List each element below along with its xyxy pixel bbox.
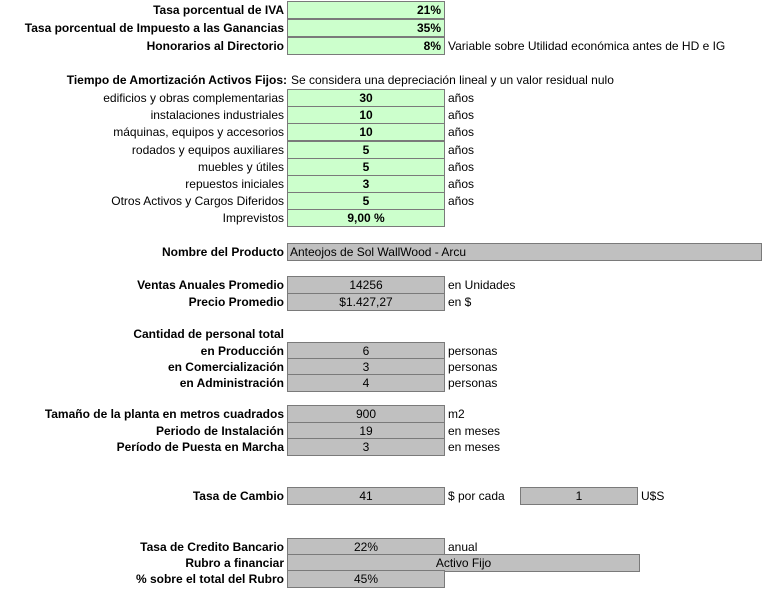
iva-input[interactable]: 21% [287, 1, 445, 19]
amortizacion-title: Tiempo de Amortización Activos Fijos: [66, 73, 287, 87]
precio-unit: en $ [448, 295, 472, 309]
credito-label: Tasa de Credito Bancario [140, 540, 284, 554]
amort-unit: años [448, 108, 475, 122]
amort-unit: años [448, 194, 475, 208]
amort-label-repuestos: repuestos iniciales [185, 177, 284, 191]
instalacion-label: Periodo de Instalación [155, 424, 284, 438]
honorarios-input[interactable]: 8% [287, 37, 445, 55]
planta-label: Tamaño de la planta en metros cuadrados [44, 407, 284, 421]
producto-label: Nombre del Producto [161, 245, 284, 259]
cambio-mid: $ por cada [448, 489, 505, 503]
amort-unit: años [448, 125, 475, 139]
cambio-unit: U$S [641, 489, 665, 503]
amort-unit: años [448, 177, 475, 191]
planta-unit: m2 [448, 407, 465, 421]
cambio-input[interactable]: 41 [287, 487, 445, 505]
amort-label-edificios: edificios y obras complementarias [103, 91, 284, 105]
ventas-unit: en Unidades [448, 278, 516, 292]
amort-unit: años [448, 160, 475, 174]
porcentaje-label: % sobre el total del Rubro [135, 572, 284, 586]
amort-label-instalaciones: instalaciones industriales [150, 108, 284, 122]
amort-input-otros[interactable]: 5 [287, 192, 445, 210]
credito-input[interactable]: 22% [287, 538, 445, 556]
imprevistos-label: Imprevistos [222, 211, 284, 225]
puesta-label: Período de Puesta en Marcha [116, 440, 284, 454]
personal-label-administracion: en Administración [179, 376, 284, 390]
personal-unit: personas [448, 344, 498, 358]
personal-unit: personas [448, 376, 498, 390]
amort-label-otros: Otros Activos y Cargos Diferidos [111, 194, 284, 208]
cambio-label: Tasa de Cambio [192, 489, 284, 503]
amort-label-rodados: rodados y equipos auxiliares [131, 143, 284, 157]
amortizacion-note: Se considera una depreciación lineal y un valor residual nulo [291, 73, 614, 87]
producto-input[interactable]: Anteojos de Sol WallWood - Arcu [287, 243, 762, 261]
rubro-input[interactable]: Activo Fijo [287, 554, 640, 572]
amort-input-muebles[interactable]: 5 [287, 158, 445, 176]
iva-label: Tasa porcentual de IVA [153, 3, 284, 17]
precio-label: Precio Promedio [188, 295, 284, 309]
instalacion-input[interactable]: 19 [287, 422, 445, 440]
puesta-unit: en meses [448, 440, 501, 454]
personal-input-administracion[interactable]: 4 [287, 374, 445, 392]
amort-input-maquinas[interactable]: 10 [287, 123, 445, 141]
amort-unit: años [448, 91, 475, 105]
precio-input[interactable]: $1.427,27 [287, 293, 445, 311]
cambio-input-usd[interactable]: 1 [520, 487, 638, 505]
amort-input-instalaciones[interactable]: 10 [287, 106, 445, 124]
personal-unit: personas [448, 360, 498, 374]
amort-input-edificios[interactable]: 30 [287, 89, 445, 107]
amort-label-muebles: muebles y útiles [197, 160, 284, 174]
credito-unit: anual [448, 540, 478, 554]
ventas-input[interactable]: 14256 [287, 276, 445, 294]
amort-label-maquinas: máquinas, equipos y accesorios [113, 125, 284, 139]
amort-input-repuestos[interactable]: 3 [287, 175, 445, 193]
personal-label-produccion: en Producción [200, 344, 284, 358]
instalacion-unit: en meses [448, 424, 501, 438]
honorarios-note: Variable sobre Utilidad económica antes de HD e IG [448, 39, 726, 53]
imprevistos-input[interactable]: 9,00 % [287, 209, 445, 227]
ganancias-label: Tasa porcentual de Impuesto a las Ganancias [24, 21, 284, 35]
personal-input-produccion[interactable]: 6 [287, 342, 445, 360]
personal-label-comercializacion: en Comercialización [167, 360, 284, 374]
amort-input-rodados[interactable]: 5 [287, 141, 445, 159]
ventas-label: Ventas Anuales Promedio [137, 278, 284, 292]
personal-input-comercializacion[interactable]: 3 [287, 358, 445, 376]
rubro-label: Rubro a financiar [185, 556, 284, 570]
porcentaje-input[interactable]: 45% [287, 570, 445, 588]
personal-title: Cantidad de personal total [133, 327, 284, 341]
honorarios-label: Honorarios al Directorio [146, 39, 284, 53]
planta-input[interactable]: 900 [287, 405, 445, 423]
amort-unit: años [448, 143, 475, 157]
ganancias-input[interactable]: 35% [287, 19, 445, 37]
puesta-input[interactable]: 3 [287, 438, 445, 456]
